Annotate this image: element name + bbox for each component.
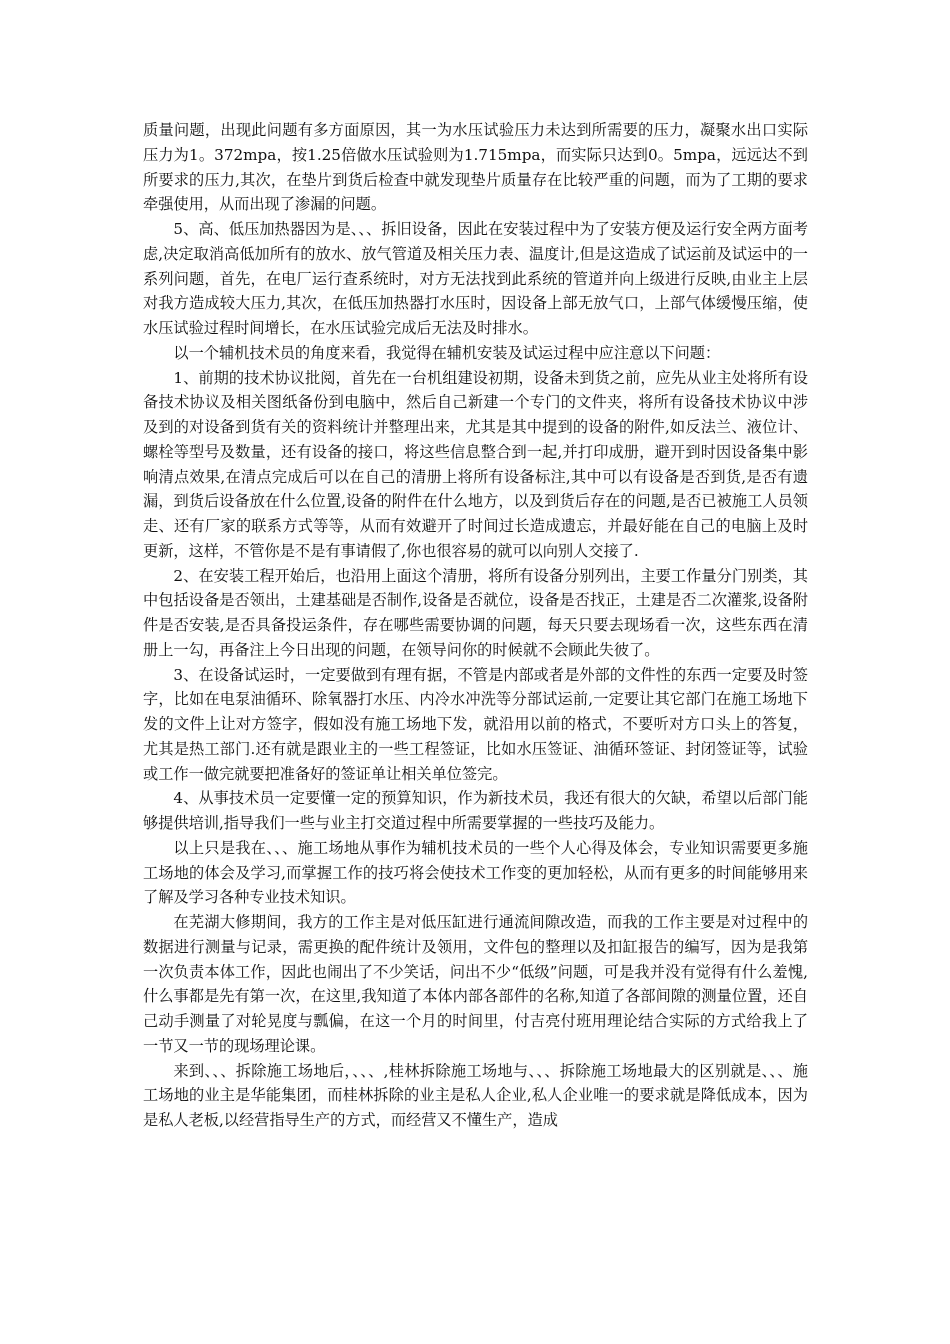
paragraph-item-1: 1、前期的技术协议批阅，首先在一台机组建设初期，设备未到货之前，应先从业主处将所有设备技术协议及相关图纸备份到电脑中，然后自己新建一个专门的文件夹，将所有设备技术协议中涉及到的对设备到货有关的资料统计并整理出来，尤其是其中提到的设备的附件,如反法兰、液位计、螺栓等型号及数量，还有设备的接口，将这些信息整合到一起,并打印成册，避开到时因设备集中影响清点效果,在清点完成后可以在自己的清册上将所有设备标注,其中可以有设备是否到货,是否有遗漏，到货后设备放在什么位置,设备的附件在什么地方，以及到货后存在的问题,是否已被施工人员领走、还有厂家的联系方式等等，从而有效避开了时间过长造成遗忘，并最好能在自己的电脑上及时更新，这样，不管你是不是有事请假了,你也很容易的就可以向别人交接了.: [143, 368, 808, 560]
paragraph-quality-issue: 质量问题，出现此问题有多方面原因，其一为水压试验压力未达到所需要的压力，凝聚水出口实际压力为1。372mpa，按1.25倍做水压试验则为1.715mpa，而实际只达到0。5mpa，远远达不到所要求的压力,其次，在垫片到货后检查中就发现垫片质量存在比较严重的问题，而为了工期的要求牵强使用，从而出现了渗漏的问题。: [143, 121, 808, 214]
paragraph-item-4: 4、从事技术员一定要懂一定的预算知识，作为新技术员，我还有很大的欠缺，希望以后部门能够提供培训,指导我们一些与业主打交道过程中所需要掌握的一些技巧及能力。: [143, 789, 808, 832]
paragraph-wuhu-overhaul: 在芜湖大修期间，我方的工作主是对低压缸进行通流间隙改造，而我的工作主要是对过程中的数据进行测量与记录，需更换的配件统计及领用，文件包的整理以及扣缸报告的编写，因为是我第一次负责本体工作，因此也闹出了不少笑话，问出不少“低级”问题，可是我并没有觉得有什么羞愧,什么事都是先有第一次，在这里,我知道了本体内部各部件的名称,知道了各部间隙的测量位置，还自己动手测量了对轮晃度与瓢偏，在这一个月的时间里，付吉亮付班用理论结合实际的方式给我上了一节又一节的现场理论课。: [143, 913, 808, 1055]
document-page: [143, 118, 808, 1133]
paragraph-technician-perspective: 以一个辅机技术员的角度来看，我觉得在辅机安装及试运过程中应注意以下问题：: [173, 343, 721, 362]
paragraph-item-3: 3、在设备试运时，一定要做到有理有据，不管是内部或者是外部的文件性的东西一定要及时签字，比如在电泵油循环、除氧器打水压、内冷水冲洗等分部试运前,一定要让其它部门在施工场地下发的文件上让对方签字，假如没有施工场地下发，就沿用以前的格式，不要听对方口头上的答复，尤其是热工部门.还有就是跟业主的一些工程签证，比如水压签证、油循环签证、封闭签证等，试验或工作一做完就要把准备好的签证单让相关单位签完。: [143, 665, 808, 783]
paragraph-guilin-site: 来到、、、拆除施工场地后，、、、,桂林拆除施工场地与、、、拆除施工场地最大的区别就是、、、施工场地的业主是华能集团，而桂林拆除的业主是私人企业,私人企业唯一的要求就是降低成本，因为是私人老板,以经营指导生产的方式，而经营又不懂生产，造成: [143, 1061, 808, 1129]
paragraph-item-2: 2、在安装工程开始后，也沿用上面这个清册，将所有设备分别列出，主要工作量分门别类，其中包括设备是否领出，土建基础是否制作,设备是否就位，设备是否找正，土建是否二次灌浆,设备附件是否安装,是否具备投运条件，存在哪些需要协调的问题，每天只要去现场看一次，这些东西在清册上一勾，再备注上今日出现的问题，在领导问你的时候就不会顾此失彼了。: [143, 566, 808, 659]
paragraph-heater-equipment: 5、高、低压加热器因为是、、、拆旧设备，因此在安装过程中为了安装方便及运行安全两方面考虑,决定取消高低加所有的放水、放气管道及相关压力表、温度计,但是这造成了试运前及试运中的一系列问题，首先，在电厂运行查系统时，对方无法找到此系统的管道并向上级进行反映,由业主上层对我方造成较大压力,其次，在低压加热器打水压时，因设备上部无放气口，上部气体缓慢压缩，使水压试验过程时间增长，在水压试验完成后无法及时排水。: [143, 220, 808, 337]
paragraph-summary: 以上只是我在、、、施工场地从事作为辅机技术员的一些个人心得及体会，专业知识需要更多施工场地的体会及学习,而掌握工作的技巧将会使技术工作变的更加轻松，从而有更多的时间能够用来了解及学习各种专业技术知识。: [143, 838, 808, 907]
